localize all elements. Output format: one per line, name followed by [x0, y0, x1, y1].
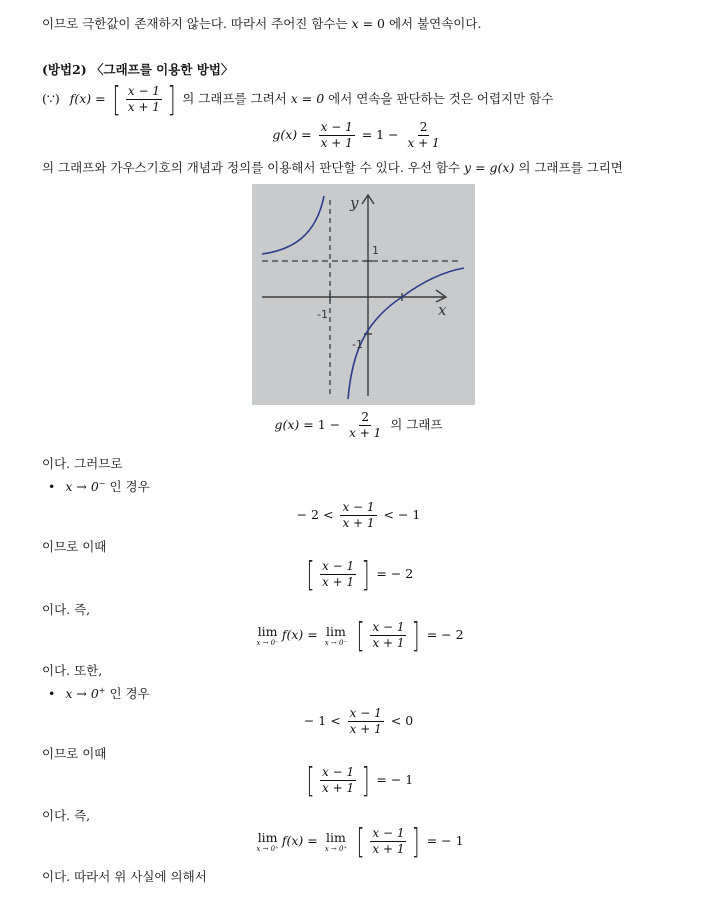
floor-bracket-left: [ [306, 760, 315, 801]
caption-fraction [347, 410, 383, 441]
line1-tail: 에서 불연속이다. [388, 16, 482, 31]
fraction [126, 84, 162, 115]
lim-sub: x → 0⁺ [324, 845, 348, 853]
line3-cond: x = 0 [290, 91, 325, 106]
gauss-value-2 [0, 760, 717, 801]
line3-tail: 에서 연속을 판단하는 것은 어렵지만 함수 [328, 91, 554, 106]
curve-right-branch [348, 268, 464, 399]
numerator: x − 1 [372, 620, 405, 634]
caption-one-minus: = 1 − [303, 417, 341, 432]
lim-sub: x → 0⁻ [256, 639, 279, 647]
g-definition [0, 120, 717, 151]
floor-bracket-left: [ [306, 554, 315, 595]
fraction-two [406, 120, 442, 151]
lim-word: lim [257, 830, 278, 845]
inequality-2 [0, 706, 717, 737]
lim-word: lim [257, 624, 278, 639]
case2-tail: 인 경우 [109, 686, 150, 701]
denominator: x + 1 [127, 100, 160, 114]
equals: = [95, 91, 106, 106]
numerator: x − 1 [322, 765, 355, 779]
g-of-x: g(x) [272, 127, 298, 142]
numerator: x − 1 [320, 120, 353, 134]
graph-svg [252, 184, 475, 405]
lim-right [325, 624, 347, 647]
limit-value-1: = − 2 [426, 627, 464, 642]
floor-bracket-left: [ [112, 79, 121, 120]
graph-caption [0, 410, 717, 441]
denominator: x + 1 [320, 136, 353, 150]
floor-bracket-right: ] [412, 821, 421, 862]
denominator: x + 1 [407, 136, 440, 150]
numerator: x − 1 [342, 500, 375, 514]
lim-sub: x → 0⁺ [256, 845, 279, 853]
text-line-1 [42, 14, 481, 32]
numerator: x − 1 [372, 826, 405, 840]
limit-value-2: = − 1 [426, 833, 464, 848]
line1-korean: 이므로 극한값이 존재하지 않는다. 따라서 주어진 함수는 [42, 16, 348, 31]
limit-2 [0, 821, 717, 862]
denominator: x + 1 [372, 842, 405, 856]
line1-var: x [351, 16, 359, 31]
f-of-x: f(x) [281, 627, 304, 642]
value-1: = − 2 [376, 566, 414, 581]
text-ida-jeuk-2: 이다. 즉, [42, 808, 91, 823]
line1-eq: = 0 [358, 16, 385, 31]
line5-tail: 의 그래프를 그리면 [518, 160, 623, 175]
denominator: x + 1 [342, 516, 375, 530]
text-ida-ttohan: 이다. 또한, [42, 663, 103, 678]
floor-bracket-left: [ [356, 615, 365, 656]
lim-right [325, 830, 347, 853]
text-imeuro-ittae-1: 이므로 이때 [42, 539, 107, 554]
equals: = [307, 627, 318, 642]
text-imeuro-ittae-2: 이므로 이때 [42, 746, 107, 761]
numerator: x − 1 [322, 559, 355, 573]
numerator: x − 1 [349, 706, 382, 720]
line5-korean: 의 그래프와 가우스기호의 개념과 정의를 이용해서 판단할 수 있다. 우선 함수 [42, 160, 461, 175]
gauss-value-1 [0, 554, 717, 595]
case2-x: x → 0 [65, 686, 99, 701]
fraction [320, 765, 356, 796]
denominator: x + 1 [349, 722, 382, 736]
graph-tick-neg-y: -1 [352, 338, 363, 351]
one-minus: = 1 − [361, 127, 399, 142]
numerator: x − 1 [127, 84, 160, 98]
text-line-5 [42, 158, 623, 176]
text-ida-geureomeuro: 이다. 그러므로 [42, 456, 123, 471]
fraction [348, 706, 384, 737]
floor-bracket-left: [ [356, 821, 365, 862]
denominator: x + 1 [322, 781, 355, 795]
caption-g: g(x) [274, 417, 300, 432]
fraction [370, 620, 406, 651]
curve-left-branch [262, 196, 324, 254]
ineq2-right: < 0 [390, 713, 414, 728]
graph-x-label: x [438, 301, 447, 319]
text-line-3 [42, 79, 554, 120]
line5-y: y = g(x) [464, 160, 515, 175]
f-of-x: f(x) [281, 833, 304, 848]
text-ida-jeuk-1: 이다. 즉, [42, 602, 91, 617]
lim-word: lim [326, 624, 346, 639]
lim-left [256, 624, 278, 647]
lim-sub: x → 0⁻ [324, 639, 348, 647]
fraction [370, 826, 406, 857]
ineq2-left: − 1 < [303, 713, 341, 728]
fraction [340, 500, 376, 531]
f-of-x: f(x) [69, 91, 92, 106]
case1-x: x → 0 [65, 479, 99, 494]
graph-tick-1: 1 [372, 244, 379, 257]
bullet: • [48, 686, 56, 701]
denominator: x + 1 [372, 636, 405, 650]
because-symbol: (∵) [42, 91, 60, 106]
equals: = [301, 127, 312, 142]
case-1 [48, 477, 150, 495]
line3-mid: 의 그래프를 그려서 [182, 91, 287, 106]
floor-bracket-right: ] [167, 79, 176, 120]
text-last-line: 이다. 따라서 위 사실에 의해서 [42, 869, 207, 884]
value-2: = − 1 [376, 772, 414, 787]
equals: = [307, 833, 318, 848]
bullet: • [48, 479, 56, 494]
floor-bracket-right: ] [361, 554, 370, 595]
case1-sup: − [98, 478, 106, 488]
case2-sup: + [98, 685, 106, 695]
lim-word: lim [326, 830, 346, 845]
lim-left [256, 830, 278, 853]
case1-tail: 인 경우 [109, 479, 150, 494]
denominator: x + 1 [349, 426, 382, 440]
method-title: (방법2) 〈그래프를 이용한 방법〉 [42, 62, 234, 77]
graph-tick-neg-x: -1 [317, 308, 328, 321]
numerator-two: 2 [361, 410, 369, 424]
floor-bracket-right: ] [412, 615, 421, 656]
caption-tail: 의 그래프 [390, 417, 443, 432]
fraction [320, 559, 356, 590]
inequality-1 [0, 500, 717, 531]
numerator-two: 2 [419, 120, 428, 134]
floor-bracket-right: ] [361, 760, 370, 801]
limit-1 [0, 615, 717, 656]
ineq1-right: < − 1 [383, 507, 421, 522]
fraction [319, 120, 355, 151]
denominator: x + 1 [322, 575, 355, 589]
graph-y-label: y [350, 194, 359, 212]
case-2 [48, 684, 150, 702]
ineq1-left: − 2 < [296, 507, 334, 522]
graph-photo [252, 184, 475, 405]
